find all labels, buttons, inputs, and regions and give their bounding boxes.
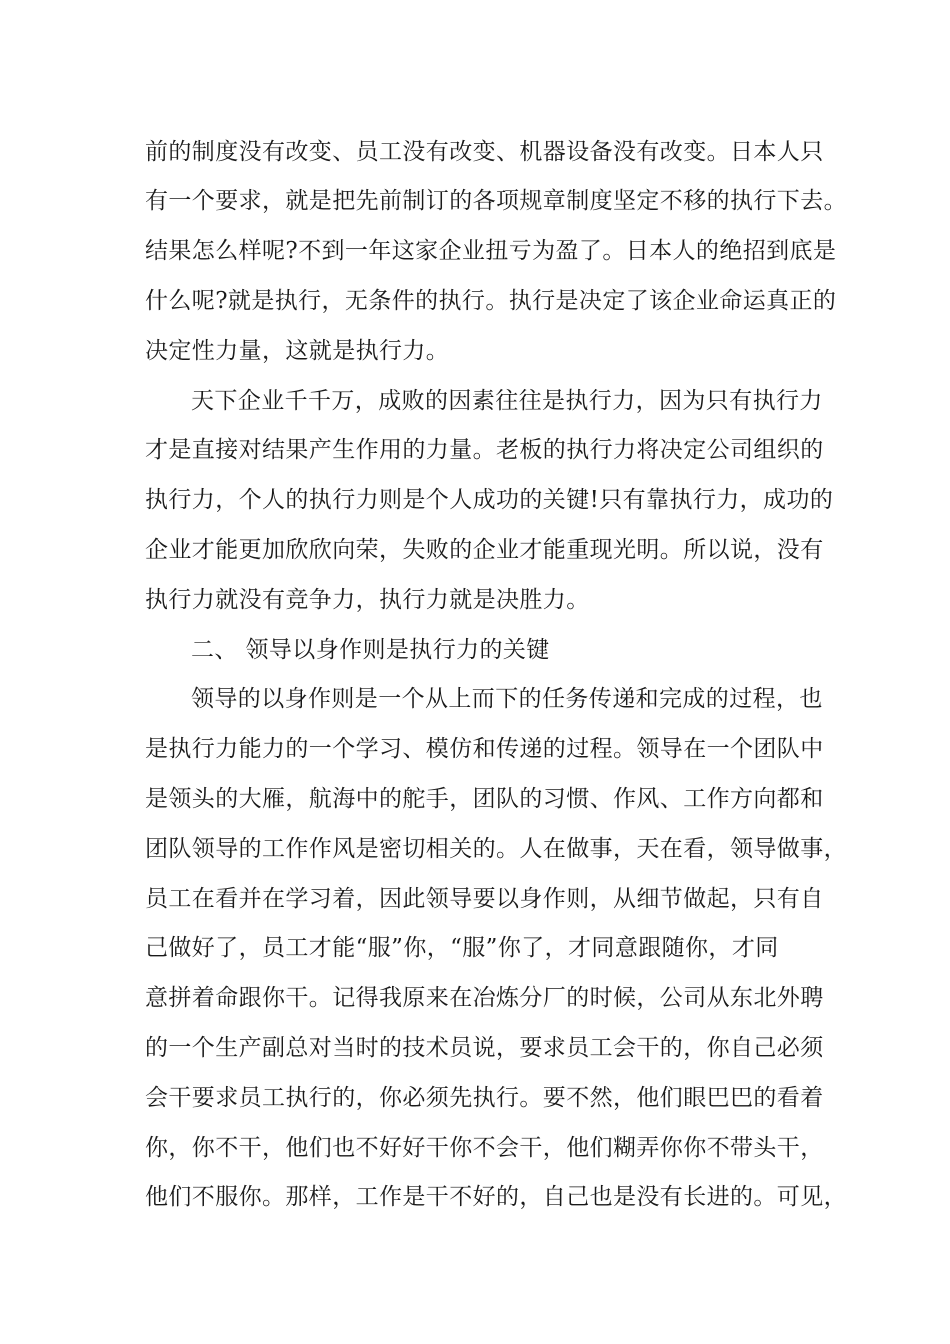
paragraph-first-line: 天下企业千千万，成败的因素往往是执行力，因为只有执行力: [191, 388, 823, 414]
text-line: 是领头的大雁，航海中的舵手，团队的习惯、作风、工作方向都和: [145, 786, 824, 812]
section-heading: 二、 领导以身作则是执行力的关键: [191, 637, 550, 663]
text-line: 执行力，个人的执行力则是个人成功的关键!只有靠执行力，成功的: [145, 487, 834, 513]
text-line: 会干要求员工执行的，你必须先执行。要不然，他们眼巴巴的看着: [145, 1085, 824, 1111]
text-line: 团队领导的工作作风是密切相关的。人在做事，天在看，领导做事，: [145, 836, 847, 862]
text-line: 执行力就没有竞争力，执行力就是决胜力。: [145, 587, 590, 613]
text-line: 决定性力量，这就是执行力。: [145, 338, 450, 364]
text-line: 己做好了，员工才能“服”你，“服”你了，才同意跟随你，才同: [145, 935, 779, 961]
text-line: 前的制度没有改变、员工没有改变、机器设备没有改变。日本人只: [145, 139, 824, 165]
text-line: 的一个生产副总对当时的技术员说，要求员工会干的，你自己必须: [145, 1035, 824, 1061]
text-line: 是执行力能力的一个学习、模仿和传递的过程。领导在一个团队中: [145, 736, 824, 762]
text-line: 结果怎么样呢?不到一年这家企业扭亏为盈了。日本人的绝招到底是: [145, 238, 837, 264]
text-line: 员工在看并在学习着，因此领导要以身作则，从细节做起，只有自: [145, 886, 824, 912]
text-line: 什么呢?就是执行，无条件的执行。执行是决定了该企业命运真正的: [145, 288, 837, 314]
text-line: 他们不服你。那样，工作是干不好的，自己也是没有长进的。可见，: [145, 1184, 847, 1210]
text-line: 你，你不干，他们也不好好干你不会干，他们糊弄你你不带头干，: [145, 1135, 824, 1161]
text-line: 企业才能更加欣欣向荣，失败的企业才能重现光明。所以说，没有: [145, 537, 824, 563]
text-line: 意拼着命跟你干。记得我原来在冶炼分厂的时候，公司从东北外聘: [145, 985, 824, 1011]
paragraph-first-line: 领导的以身作则是一个从上而下的任务传递和完成的过程，也: [191, 686, 823, 712]
text-line: 才是直接对结果产生作用的力量。老板的执行力将决定公司组织的: [145, 437, 824, 463]
text-line: 有一个要求，就是把先前制订的各项规章制度坚定不移的执行下去。: [145, 188, 847, 214]
